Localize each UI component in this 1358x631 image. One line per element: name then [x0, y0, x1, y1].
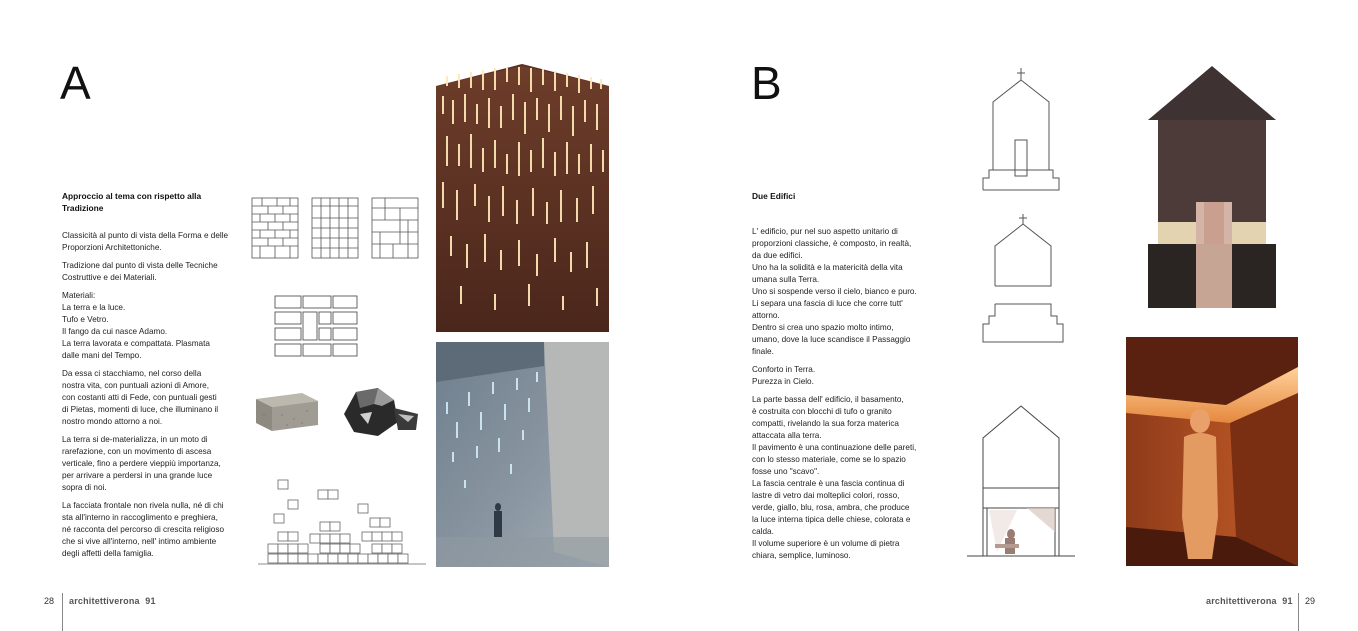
section-letter-a: A [60, 57, 91, 109]
stone-block-wall-sketch [272, 292, 362, 362]
left-footer-rule [62, 593, 63, 631]
right-page [679, 0, 1358, 631]
right-heading: Due Edifici [752, 191, 796, 201]
church-section-sketch [967, 402, 1075, 562]
brick-pattern-sketches [250, 190, 425, 260]
left-paragraph-1: Classicità al punto di vista della Forma e delle Proporzioni Architettoniche. [62, 231, 229, 252]
tufo-block-photo [252, 387, 322, 435]
section-letter-b: B [751, 57, 782, 109]
glass-chunk-photo [338, 384, 424, 440]
left-page-number: 28 [44, 596, 55, 606]
left-issue-number: 91 [145, 596, 156, 606]
right-paragraph-3: La parte bassa dell' edificio, il basamento, è costruita con blocchi di tufo o granito compatti, rivelando la sua forza materica attaccata alla terra. Il pavimento è una continuazione delle pareti, con lo stesso materiale, come se lo spazio fosse uno "scavo". La fascia centrale è una fascia continua di lastre di vetro dai molteplici colori, rosso, verde, giallo, blu, rosa, ambra, che produce la luce interna tipica delle chiese, colorata e calda. Il volume superiore è un volume di pietra chiara, semplice, luminoso. [752, 395, 917, 560]
left-footer-brand [69, 596, 156, 606]
left-brand-name: architettiverona [69, 596, 140, 606]
left-paragraph-6: La facciata frontale non rivela nulla, né di chi sta all'interno in raccoglimento e preghiera, né racconta del percorso di crescita religioso che si vive all'interno, nell' intimo ambiente degli affetti della famiglia. [62, 501, 225, 558]
right-issue-number: 91 [1282, 596, 1293, 606]
left-paragraph-5: La terra si de-materializza, in un moto di rarefazione, con un movimento di ascesa verticale, fino a perdere vieppiù importanza, per arrivare a perdersi in una grande luce sopra di noi. [62, 435, 221, 492]
interior-light-photo [436, 342, 609, 567]
right-paragraph-2: Conforto in Terra. Purezza in Cielo. [752, 365, 816, 386]
interior-figure-photo [1126, 337, 1298, 566]
left-paragraph-2: Tradizione dal punto di vista delle Tecniche Costruttive e dei Materiali. [62, 261, 218, 282]
right-brand-name: architettiverona [1206, 596, 1277, 606]
right-page-number: 29 [1305, 596, 1316, 606]
church-outline-sketch [977, 66, 1065, 194]
left-text-column [62, 190, 240, 566]
right-footer-rule [1298, 593, 1299, 631]
dematerializing-blocks-sketch [258, 472, 426, 568]
building-model-photo [1126, 64, 1298, 308]
right-paragraph-1: L' edificio, pur nel suo aspetto unitario di proporzioni classiche, è composto, in realtà, da due edifici. Uno ha la solidità e la matericità della vita umana sulla Terra. Uno si sospende verso il cielo, bianco e puro. Li separa una fascia di luce che corre tutt' attorno. Dentro si crea uno spazio molto intimo, umano, dove la luce scandisce il Passaggio finale. [752, 227, 917, 356]
left-heading: Approccio al tema con rispetto alla Tradizione [62, 191, 202, 213]
right-footer-brand [1206, 596, 1293, 606]
right-footer [1305, 596, 1315, 606]
left-paragraph-3: Materiali: La terra e la luce. Tufo e Vetro. Il fango da cui nasce Adamo. La terra lavorata e compattata. Plasmata dalle mani del Tempo. [62, 291, 210, 360]
right-text-column [752, 190, 932, 568]
left-paragraph-4: Da essa ci stacchiamo, nel corso della nostra vita, con puntuali azioni di Amore, con costanti atti di Fede, con puntuali gesti di Pietas, momenti di luce, che illuminano il nostro mondo attorno a noi. [62, 369, 219, 426]
facade-light-slits-photo [436, 64, 609, 332]
church-split-sketch [979, 212, 1065, 350]
left-footer [44, 596, 54, 606]
